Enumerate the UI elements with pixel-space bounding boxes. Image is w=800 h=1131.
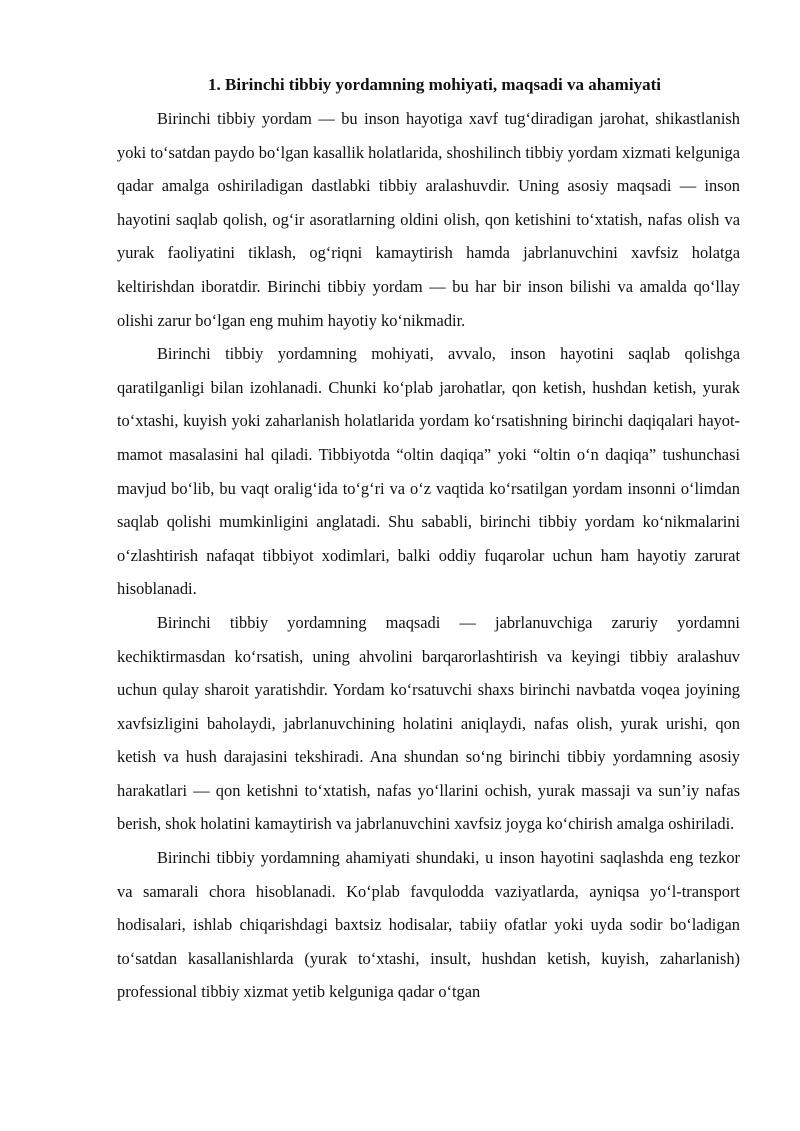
section-heading: 1. Birinchi tibbiy yordamning mohiyati, maqsadi va ahamiyati <box>208 75 661 94</box>
document-body <box>117 68 740 1009</box>
paragraph-essence: Birinchi tibbiy yordamning mohiyati, avvalo, inson hayotini saqlab qolishga qaratilganligi bilan izohlanadi. Chunki ko‘plab jarohatlar, qon ketish, hushdan ketish, yurak to‘xtashi, kuyish yoki zaharlanish holatlarida yordam ko‘rsatishning birinchi daqiqalari hayot-mamot masalasini hal qiladi. Tibbiyotda “oltin daqiqa” yoki “oltin o‘n daqiqa” tushunchasi mavjud bo‘lib, bu vaqt oralig‘ida to‘g‘ri va o‘z vaqtida ko‘rsatilgan yordam insonni o‘limdan saqlab qolishi mumkinligini anglatadi. Shu sababli, birinchi tibbiy yordam ko‘nikmalarini o‘zlashtirish nafaqat tibbiyot xodimlari, balki oddiy fuqarolar uchun ham hayotiy zarurat hisoblanadi. <box>117 344 740 599</box>
paragraph-purpose: Birinchi tibbiy yordamning maqsadi — jabrlanuvchiga zaruriy yordamni kechiktirmasdan ko‘rsatish, uning ahvolini barqarorlashtirish va keyingi tibbiy aralashuv uchun qulay sharoit yaratishdir. Yordam ko‘rsatuvchi shaxs birinchi navbatda voqea joyining xavfsizligini baholaydi, jabrlanuvchining holatini aniqlaydi, nafas olish, yurak urishi, qon ketish va hush darajasini tekshiradi. Ana shundan so‘ng birinchi tibbiy yordamning asosiy harakatlari — qon ketishni to‘xtatish, nafas yo‘llarini ochish, yurak massaji va sun’iy nafas berish, shok holatini kamaytirish va jabrlanuvchini xavfsiz joyga ko‘chirish amalga oshiriladi. <box>117 612 740 834</box>
paragraph-definition: Birinchi tibbiy yordam — bu inson hayotiga xavf tug‘diradigan jarohat, shikastlanish yoki to‘satdan paydo bo‘lgan kasallik holatlarida, shoshilinch tibbiy yordam xizmati kelguniga qadar amalga oshiriladigan dastlabki tibbiy aralashuvdir. Uning asosiy maqsadi — inson hayotini saqlab qolish, og‘ir asoratlarning oldini olish, qon ketishini to‘xtatish, nafas olish va yurak faoliyatini tiklash, og‘riqni kamaytirish hamda jabrlanuvchini xavfsiz holatga keltirishdan iboratdir. Birinchi tibbiy yordam — bu har bir inson bilishi va amalda qo‘llay olishi zarur bo‘lgan eng muhim hayotiy ko‘nikmadir. <box>117 109 740 330</box>
paragraph-importance: Birinchi tibbiy yordamning ahamiyati shundaki, u inson hayotini saqlashda eng tezkor va samarali chora hisoblanadi. Ko‘plab favqulodda vaziyatlarda, ayniqsa yo‘l-transport hodisalari, ishlab chiqarishdagi baxtsiz hodisalar, tabiiy ofatlar yoki uyda sodir bo‘ladigan to‘satdan kasallanishlarda (yurak to‘xtashi, insult, hushdan ketish, kuyish, zaharlanish) professional tibbiy xizmat yetib kelguniga qadar o‘tgan <box>117 848 740 1002</box>
